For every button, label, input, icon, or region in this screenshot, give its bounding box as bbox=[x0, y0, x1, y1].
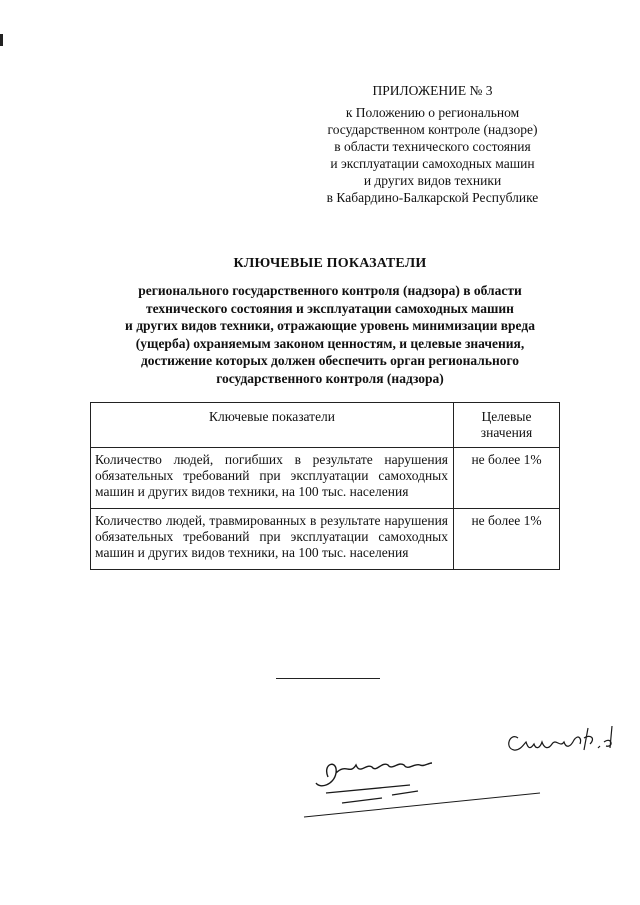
appendix-header bbox=[300, 82, 565, 206]
heading-subtitle bbox=[80, 282, 580, 387]
heading-line: государственного контроля (надзора) bbox=[216, 370, 444, 386]
heading-line: регионального государственного контроля (надзора) в области bbox=[138, 283, 522, 298]
document-heading bbox=[80, 256, 580, 387]
heading-line: и других видов техники, отражающие уровень минимизации вреда bbox=[125, 318, 535, 333]
table-row bbox=[91, 448, 560, 509]
target-cell: не более 1% bbox=[454, 448, 560, 509]
table-row bbox=[91, 509, 560, 570]
indicator-cell: Количество людей, травмированных в результате нарушения обязательных требований при эксплуатации самоходных машин и других видов техники, на 100 тыс. населения bbox=[91, 509, 454, 570]
appendix-line: в области технического состояния bbox=[334, 139, 531, 154]
appendix-line: к Положению о региональном bbox=[345, 105, 520, 120]
indicator-cell: Количество людей, погибших в результате нарушения обязательных требований при эксплуатации самоходных машин и других видов техники, на 100 тыс. населения bbox=[91, 448, 454, 509]
separator-line bbox=[276, 678, 380, 679]
target-cell: не более 1% bbox=[454, 509, 560, 570]
appendix-line: и других видов техники bbox=[363, 173, 502, 188]
appendix-title: ПРИЛОЖЕНИЕ № 3 bbox=[372, 83, 493, 98]
indicators-table bbox=[90, 402, 560, 570]
appendix-line: в Кабардино-Балкарской Республике bbox=[326, 190, 539, 205]
appendix-line: государственном контроле (надзоре) bbox=[327, 122, 538, 137]
scan-edge-mark bbox=[0, 34, 3, 46]
heading-title: КЛЮЧЕВЫЕ ПОКАЗАТЕЛИ bbox=[233, 256, 427, 271]
appendix-line: и эксплуатации самоходных машин bbox=[330, 156, 535, 171]
heading-line: технического состояния и эксплуатации самоходных машин bbox=[146, 300, 514, 316]
table-header-row bbox=[91, 403, 560, 448]
column-header-targets: Целевые значения bbox=[454, 403, 560, 448]
heading-line: достижение которых должен обеспечить орган регионального bbox=[140, 353, 520, 368]
column-header-indicators: Ключевые показатели bbox=[91, 403, 454, 448]
heading-line: (ущерба) охраняемым законом ценностям, и целевые значения, bbox=[135, 335, 525, 351]
handwritten-name-signature bbox=[500, 718, 620, 763]
